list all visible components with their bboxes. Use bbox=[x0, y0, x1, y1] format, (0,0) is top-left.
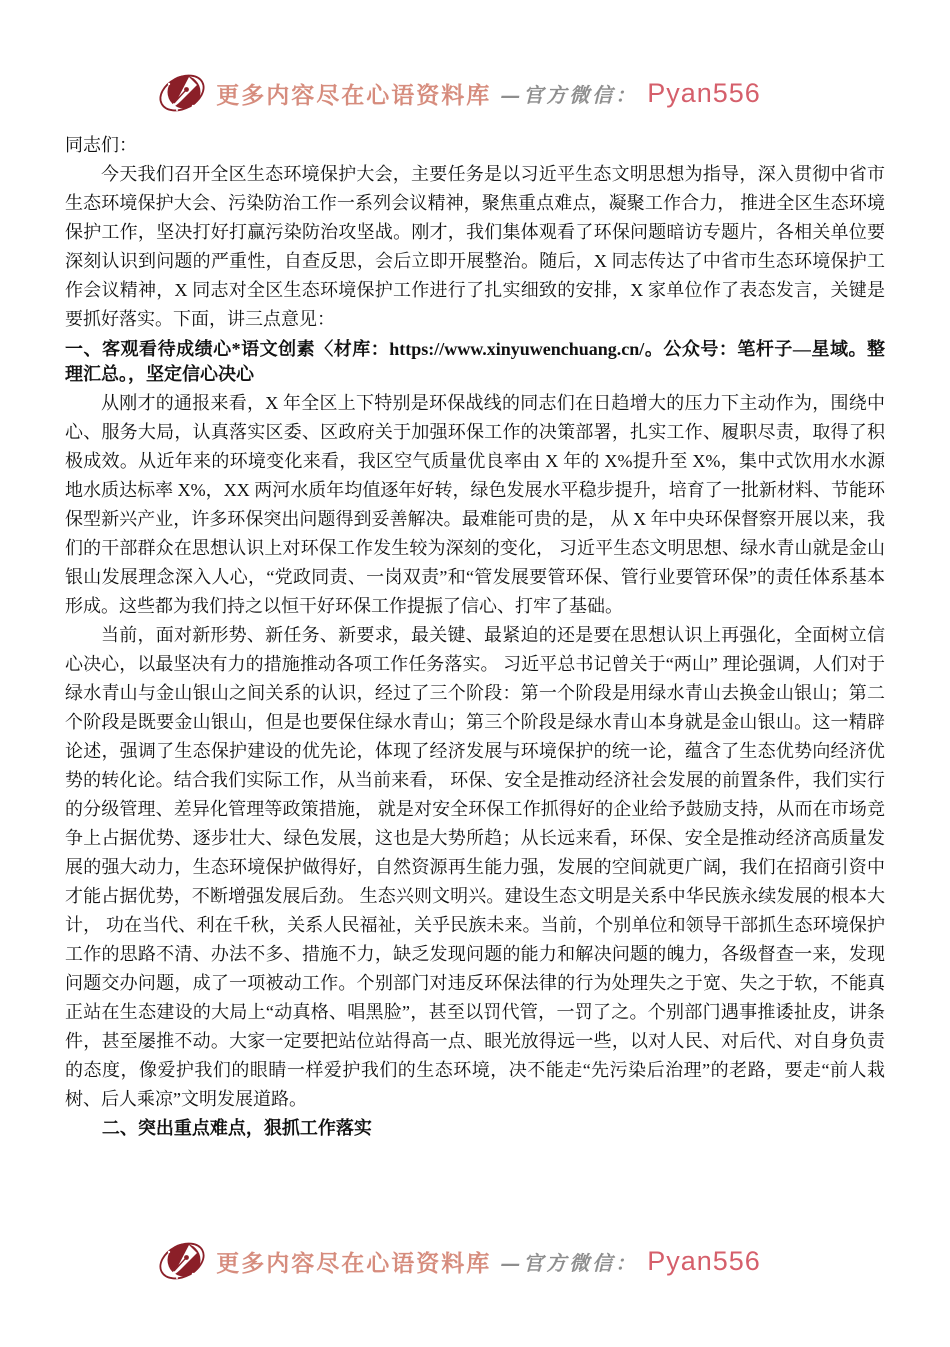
watermark-wechat-label: —官方微信： bbox=[500, 82, 639, 107]
document-body bbox=[65, 131, 885, 1143]
watermark-wechat-account: Pyan556 bbox=[647, 77, 761, 108]
header-watermark bbox=[0, 68, 934, 118]
watermark-wechat-label: —官方微信： bbox=[500, 1250, 639, 1275]
watermark-brand-text: 更多内容尽在心语资料库 bbox=[216, 82, 492, 108]
watermark-wechat-account: Pyan556 bbox=[647, 1245, 761, 1276]
paragraph-two-mountains: 当前，面对新形势、新任务、新要求，最关键、最紧迫的还是要在思想认识上再强化，全面树立信心决心，以最坚决有力的措施推动各项工作任务落实。 习近平总书记曾关于“两山” 理论强调，人们对于绿水青山与金山银山之间关系的认识，经过了三个阶段：第一个阶段是用绿水青山去换金山银山；第二个阶段是既要金山银山，但是也要保住绿水青山；第三个阶段是绿水青山本身就是金山银山。这一精辟论述，强调了生态保护建设的优先论，体现了经济发展与环境保护的统一论，蕴含了生态优势向经济优势的转化论。结合我们实际工作，从当前来看， 环保、安全是推动经济社会发展的前置条件，我们实行的分级管理、差异化管理等政策措施， 就是对安全环保工作抓得好的企业给予鼓励支持，从而在市场竞争上占据优势、逐步壮大、绿色发展，这也是大势所趋；从长远来看，环保、安全是推动经济高质量发展的强大动力，生态环境保护做得好，自然资源再生能力强，发展的空间就更广阔，我们在招商引资中才能占据优势，不断增强发展后劲。 生态兴则文明兴。建设生态文明是关系中华民族永续发展的根本大计， 功在当代、利在千秋，关系人民福祉，关乎民族未来。当前，个别单位和领导干部抓生态环境保护工作的思路不清、办法不多、措施不力，缺乏发现问题的能力和解决问题的魄力，各级督查一来，发现问题交办问题，成了一项被动工作。个别部门对违反环保法律的行为处理失之于宽、失之于软，不能真正站在生态建设的大局上“动真格、唱黑脸”，甚至以罚代管，一罚了之。个别部门遇事推诿扯皮，讲条件，甚至屡推不动。大家一定要把站位站得高一点、眼光放得远一些，以对人民、对后代、对自身负责的态度，像爱护我们的眼睛一样爱护我们的生态环境，决不能走“先污染后治理”的老路，要走“前人栽树、后人乘凉”文明发展道路。 bbox=[65, 625, 885, 1109]
watermark-brand-text: 更多内容尽在心语资料库 bbox=[216, 1250, 492, 1276]
section-heading-2: 二、突出重点难点，狠抓工作落实 bbox=[101, 1118, 372, 1138]
pen-nib-circle-icon bbox=[157, 68, 207, 118]
paragraph-intro: 今天我们召开全区生态环境保护大会，主要任务是以习近平生态文明思想为指导，深入贯彻中省市生态环境保护大会、污染防治工作一系列会议精神，聚焦重点难点，凝聚工作合力， 推进全区生态环境保护工作，坚决打好打赢污染防治攻坚战。刚才，我们集体观看了环保问题暗访专题片，各相关单位要深刻认识到问题的严重性，自查反思，会后立即开展整治。随后，X 同志传达了中省市生态环境保护工作会议精神，X 同志对全区生态环境保护工作进行了扎实细致的安排，X 家单位作了表态发言，关键是要抓好落实。下面，讲三点意见： bbox=[65, 164, 885, 329]
pen-nib-circle-icon bbox=[157, 1236, 207, 1286]
footer-watermark bbox=[0, 1236, 934, 1286]
section-heading-1: 一、客观看待成绩心*语文创素〈材库：https://www.xinyuwenchuang.cn/。公众号：笔杆子—星域。整理汇总。，坚定信心决心 bbox=[65, 339, 885, 384]
paragraph-achievements: 从刚才的通报来看，X 年全区上下特别是环保战线的同志们在日趋增大的压力下主动作为，围绕中心、服务大局，认真落实区委、区政府关于加强环保工作的决策部署，扎实工作、履职尽责，取得了积极成效。从近年来的环境变化来看，我区空气质量优良率由 X 年的 X%提升至 X%，集中式饮用水水源地水质达标率 X%，XX 两河水质年均值逐年好转，绿色发展水平稳步提升，培育了一批新材料、节能环保型新兴产业，许多环保突出问题得到妥善解决。最难能可贵的是， 从 X 年中央环保督察开展以来，我们的干部群众在思想认识上对环保工作发生较为深刻的变化， 习近平生态文明思想、绿水青山就是金山银山发展理念深入人心，“党政同责、一岗双责”和“管发展要管环保、管行业要管环保”的责任体系基本形成。这些都为我们持之以恒干好环保工作提振了信心、打牢了基础。 bbox=[65, 393, 885, 616]
salutation: 同志们： bbox=[65, 135, 137, 155]
